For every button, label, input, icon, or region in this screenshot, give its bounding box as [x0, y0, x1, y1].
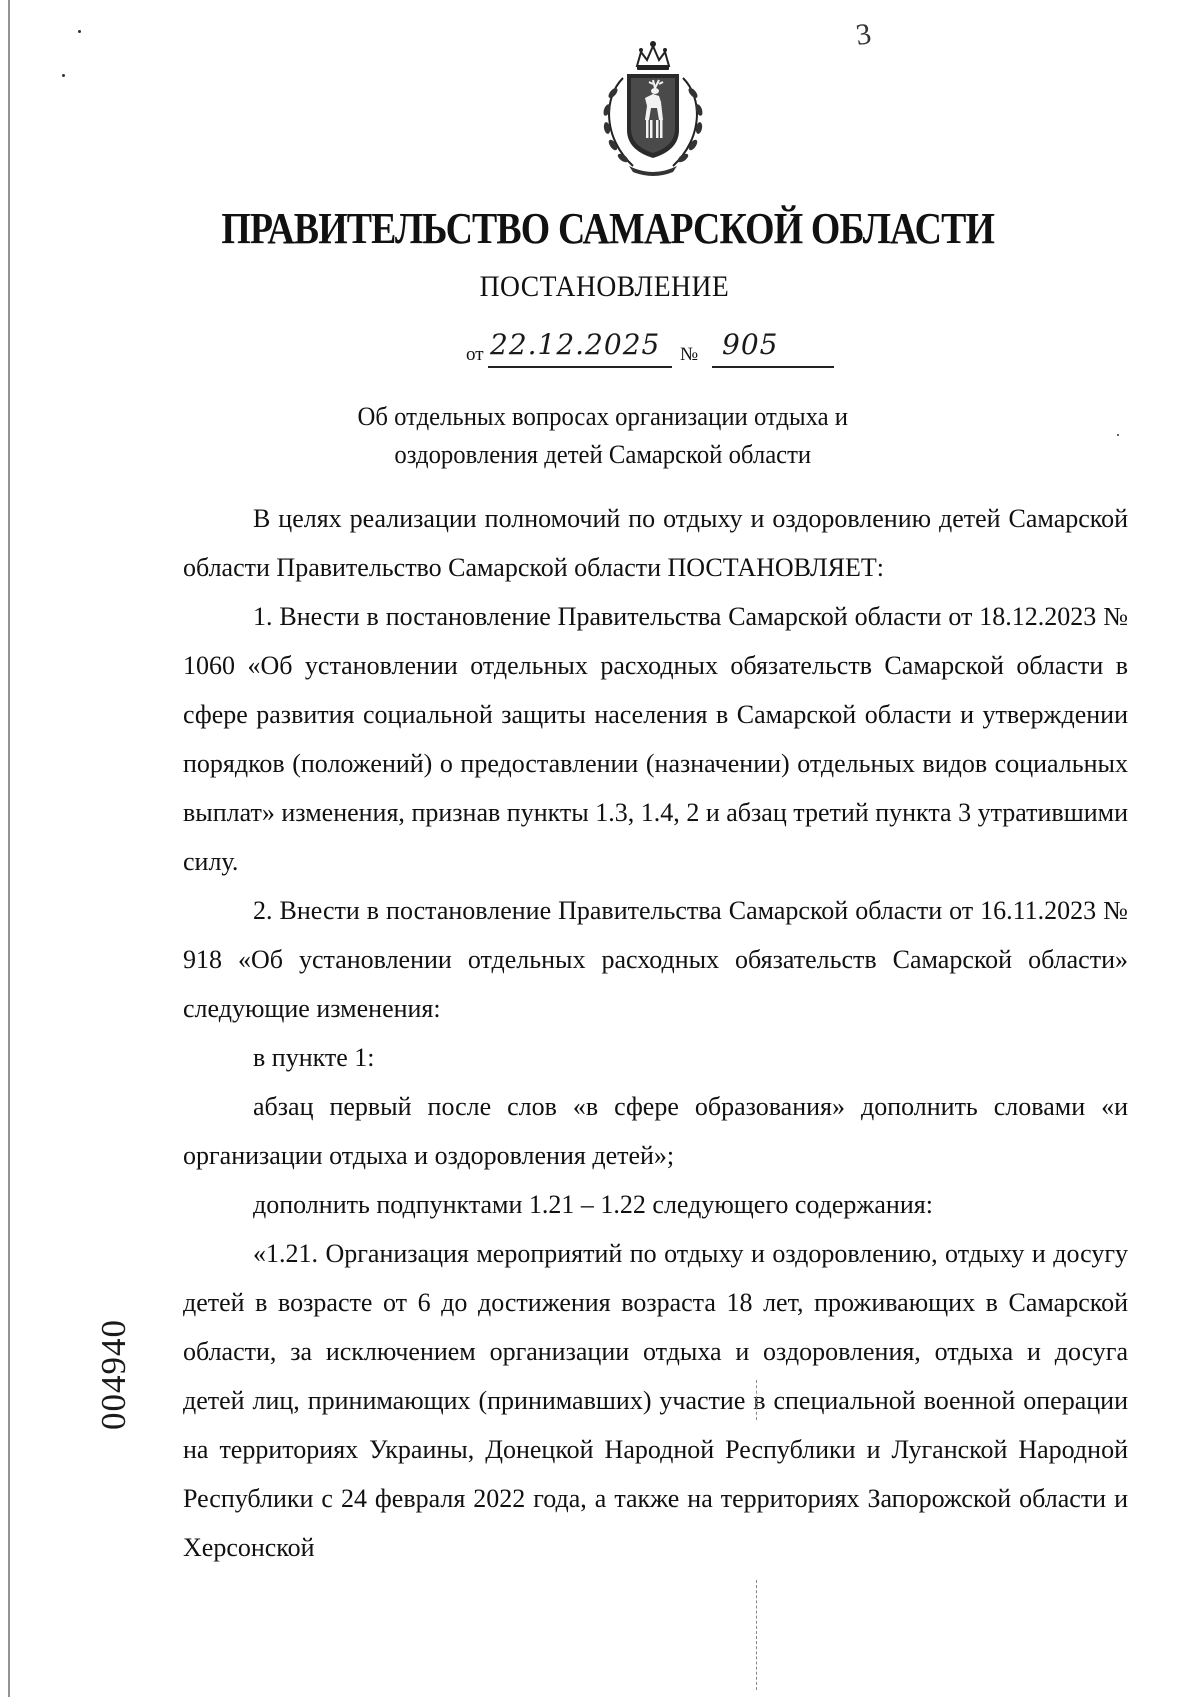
subject-line: Об отдельных вопросах организации отдыха и — [357, 402, 848, 431]
paragraph: абзац первый после слов «в сфере образования» дополнить словами «и организации отдыха и оздоровления детей»; — [183, 1092, 1128, 1170]
date-number-line — [466, 330, 866, 370]
serial-number-stamp: 004940 — [94, 1319, 133, 1430]
scan-fold-line — [756, 1580, 757, 1690]
scan-fold-line — [756, 1380, 757, 1420]
government-title: ПРАВИТЕЛЬСТВО САМАРСКОЙ ОБЛАСТИ — [221, 204, 995, 253]
paragraph: 1. Внести в постановление Правительства Самарской области от 18.12.2023 № 1060 «Об установлении отдельных расходных обязательств Самарской области в сфере развития социальной защиты населения в Самарской области и утверждении порядков (положений) о предоставлении (назначении) отдельных видов социальных выплат» изменения, признав пункты 1.3, 1.4, 2 и абзац третий пункта 3 утратившими силу. — [183, 602, 1128, 876]
handwritten-date: 22.12.2025 — [490, 328, 661, 361]
scan-speck — [62, 74, 65, 77]
handwritten-number: 905 — [722, 328, 779, 361]
paragraph: «1.21. Организация мероприятий по отдыху и оздоровлению, отдыху и досугу детей в возрасте от 6 до достижения возраста 18 лет, проживающих в Самарской области, за исключением организации отдыха и оздоровления, отдыха и досуга детей лиц, принимающих (принимавших) участие в специальной военной операции на территориях Украины, Донецкой Народной Республики и Луганской Народной Республики с 24 февраля 2022 года, а также на территориях Запорожской области и Херсонской — [183, 1239, 1128, 1562]
corner-handwritten-mark: 3 — [853, 17, 874, 52]
document-body — [183, 494, 1128, 1572]
paragraph: 2. Внести в постановление Правительства Самарской области от 16.11.2023 № 918 «Об установлении отдельных расходных обязательств Самарской области» следующие изменения: — [183, 896, 1128, 1023]
scan-edge-line — [8, 0, 10, 1697]
scan-speck — [78, 30, 81, 33]
paragraph: дополнить подпунктами 1.21 – 1.22 следующего содержания: — [253, 1190, 933, 1219]
document-subject — [33, 398, 1173, 474]
date-underline — [488, 366, 672, 368]
number-underline — [712, 366, 834, 368]
date-prefix: от — [466, 344, 484, 365]
samara-coat-of-arms-icon — [593, 38, 713, 178]
paragraph: В целях реализации полномочий по отдыху и оздоровлению детей Самарской области Правительство Самарской области ПОСТАНОВЛЯЕТ: — [183, 504, 1128, 582]
document-type: ПОСТАНОВЛЕНИЕ — [479, 270, 730, 303]
paragraph: в пункте 1: — [253, 1043, 375, 1072]
number-prefix: № — [680, 344, 699, 365]
subject-line: оздоровления детей Самарской области — [394, 440, 812, 469]
